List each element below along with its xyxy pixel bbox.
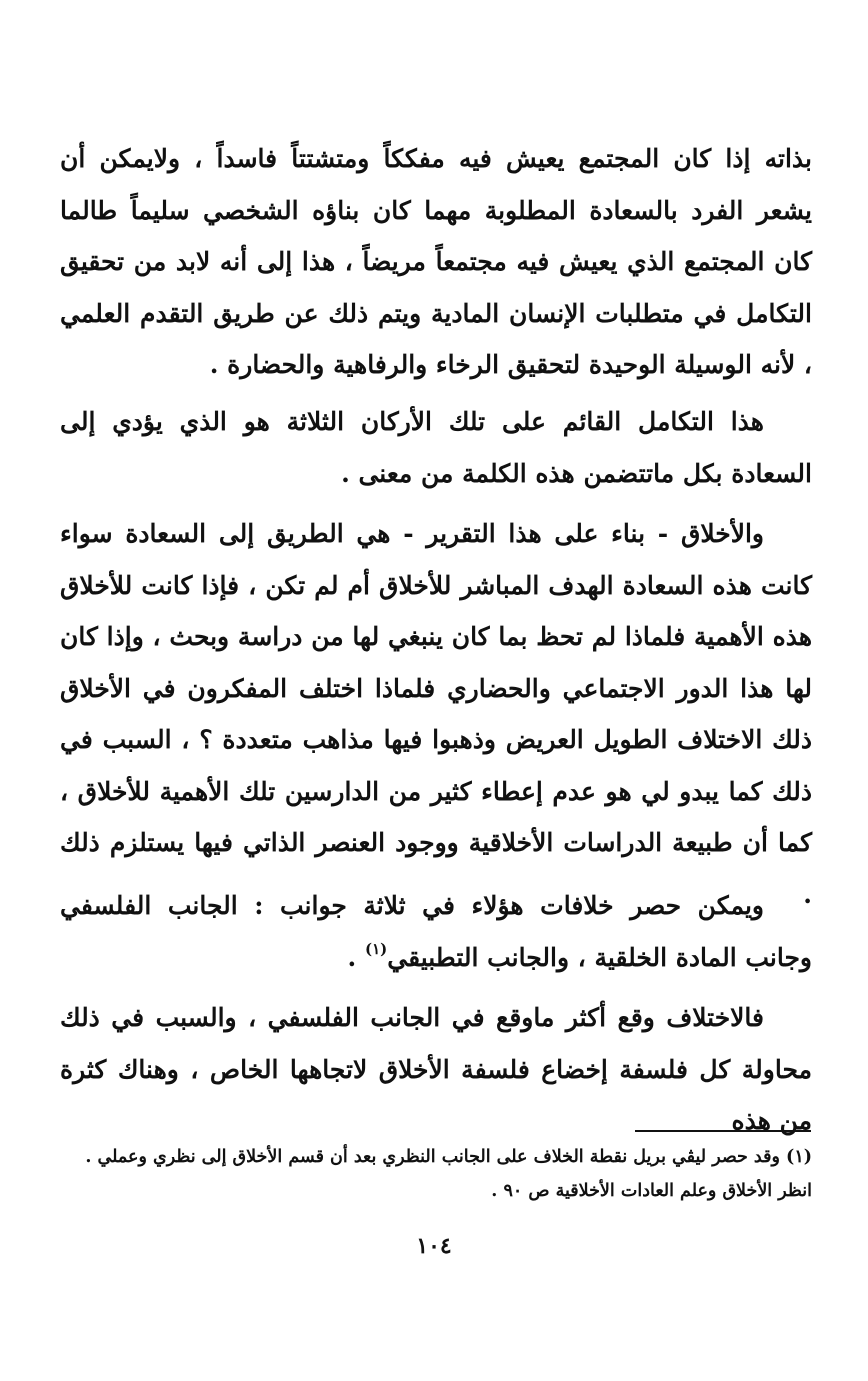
main-text-block-5	[60, 992, 812, 1147]
paragraph-2: هذا التكامل القائم على تلك الأركان الثلاثة هو الذي يؤدي إلى السعادة بكل ماتتضمن هذه الكلمة من معنى .	[60, 407, 812, 488]
main-text-block-3	[60, 508, 812, 920]
paragraph-3: والأخلاق - بناء على هذا التقرير - هي الطريق إلى السعادة سواء كانت هذه السعادة الهدف المباشر للأخلاق أم لم تكن ، فإذا كانت للأخلاق هذه الأهمية فلماذا لم تحظ بما كان ينبغي لها من دراسة وبحث ، وإذا كان لها هذا الدور الاجتماعي والحضاري فلماذا اختلف المفكرون في الأخلاق ذلك الاختلاف الطويل العريض وذهبوا فيها مذاهب متعددة ؟ ، السبب في ذلك كما يبدو لي هو عدم إعطاء كثير من الدارسين تلك الأهمية للأخلاق ، كما أن طبيعة الدراسات الأخلاقية ووجود العنصر الذاتي فيها يستلزم ذلك .	[60, 519, 812, 909]
paragraph-4-end: .	[347, 942, 365, 972]
footnote-1: (١) وقد حصر ليڤي بريل نقطة الخلاف على الجانب النظري بعد أن قسم الأخلاق إلى نظري وعملي . انظر الأخلاق وعلم العادات الأخلاقية ص ٩٠ .	[85, 1147, 812, 1201]
main-text-block-4	[60, 880, 812, 983]
page-number: ١٠٤	[416, 1233, 452, 1259]
main-text	[60, 133, 812, 391]
paragraph-1: بذاته إذا كان المجتمع يعيش فيه مفككاً ومتشتتاً فاسداً ، ولايمكن أن يشعر الفرد بالسعادة المطلوبة مهما كان بناؤه الشخصي سليماً طالما كان المجتمع الذي يعيش فيه مجتمعاً مريضاً ، هذا إلى أنه لابد من تحقيق التكامل في متطلبات الإنسان المادية ويتم ذلك عن طريق التقدم العلمي ، لأنه الوسيلة الوحيدة لتحقيق الرخاء والرفاهية والحضارة .	[60, 144, 812, 379]
main-text-block-2	[60, 396, 812, 499]
paragraph-4	[60, 880, 812, 983]
footnotes	[60, 1140, 812, 1208]
paragraph-4-text: ويمكن حصر خلافات هؤلاء في ثلاثة جوانب : الجانب الفلسفي وجانب المادة الخلقية ، والجانب التطبيقي	[60, 891, 812, 972]
footnote-reference: (١)	[364, 939, 388, 958]
paragraph-5: فالاختلاف وقع أكثر ماوقع في الجانب الفلسفي ، والسبب في ذلك محاولة كل فلسفة إخضاع فلسفة الأخلاق لاتجاهها الخاص ، وهناك كثرة من هذه	[60, 1003, 812, 1135]
footnote-divider	[635, 1130, 811, 1132]
